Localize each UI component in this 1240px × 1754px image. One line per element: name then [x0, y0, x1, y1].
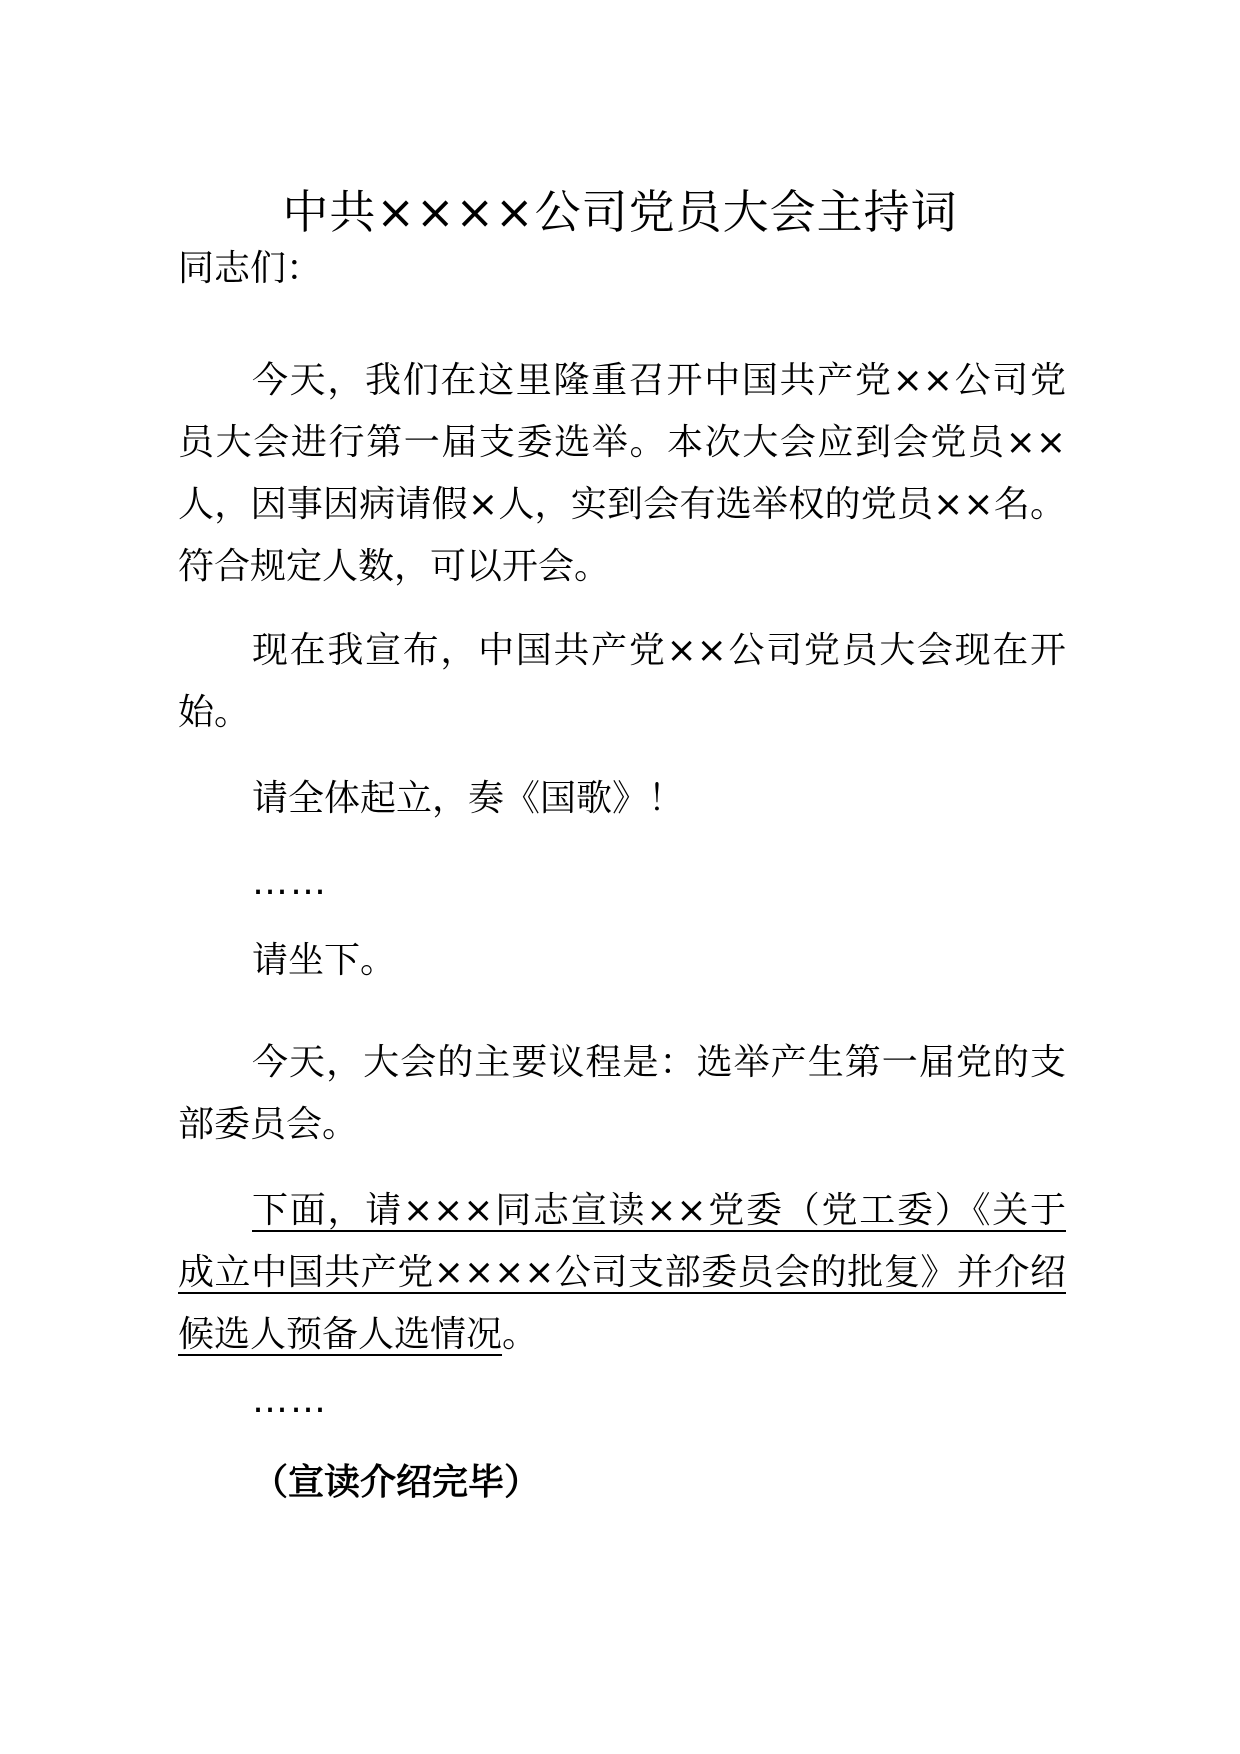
reading-end-mark: 。 — [502, 1314, 539, 1355]
salutation: 同志们： — [178, 248, 323, 289]
paragraph-agenda: 今天，大会的主要议程是：选举产生第一届党的支部委员会。 — [178, 1042, 1066, 1145]
paragraph-ellipsis-1: …… — [252, 862, 328, 903]
paragraph-reading — [178, 1180, 1066, 1366]
paragraph-announcement: 现在我宣布，中国共产党××公司党员大会现在开始。 — [178, 630, 1066, 733]
paragraph-reading-complete: （宣读介绍完毕） — [252, 1462, 541, 1503]
document-title: 中共××××公司党员大会主持词 — [282, 185, 958, 239]
paragraph-ellipsis-2: …… — [252, 1380, 328, 1421]
underlined-reading-text: 下面，请×××同志宣读××党委（党工委）《关于成立中国共产党××××公司支部委员会的批复》并介绍候选人预备人选情况 — [178, 1190, 1066, 1355]
paragraph-opening: 今天，我们在这里隆重召开中国共产党××公司党员大会进行第一届支委选举。本次大会应到会党员××人，因事因病请假×人，实到会有选举权的党员××名。符合规定人数，可以开会。 — [178, 360, 1066, 587]
paragraph-anthem: 请全体起立，奏《国歌》！ — [252, 778, 685, 819]
paragraph-be-seated: 请坐下。 — [252, 940, 397, 981]
